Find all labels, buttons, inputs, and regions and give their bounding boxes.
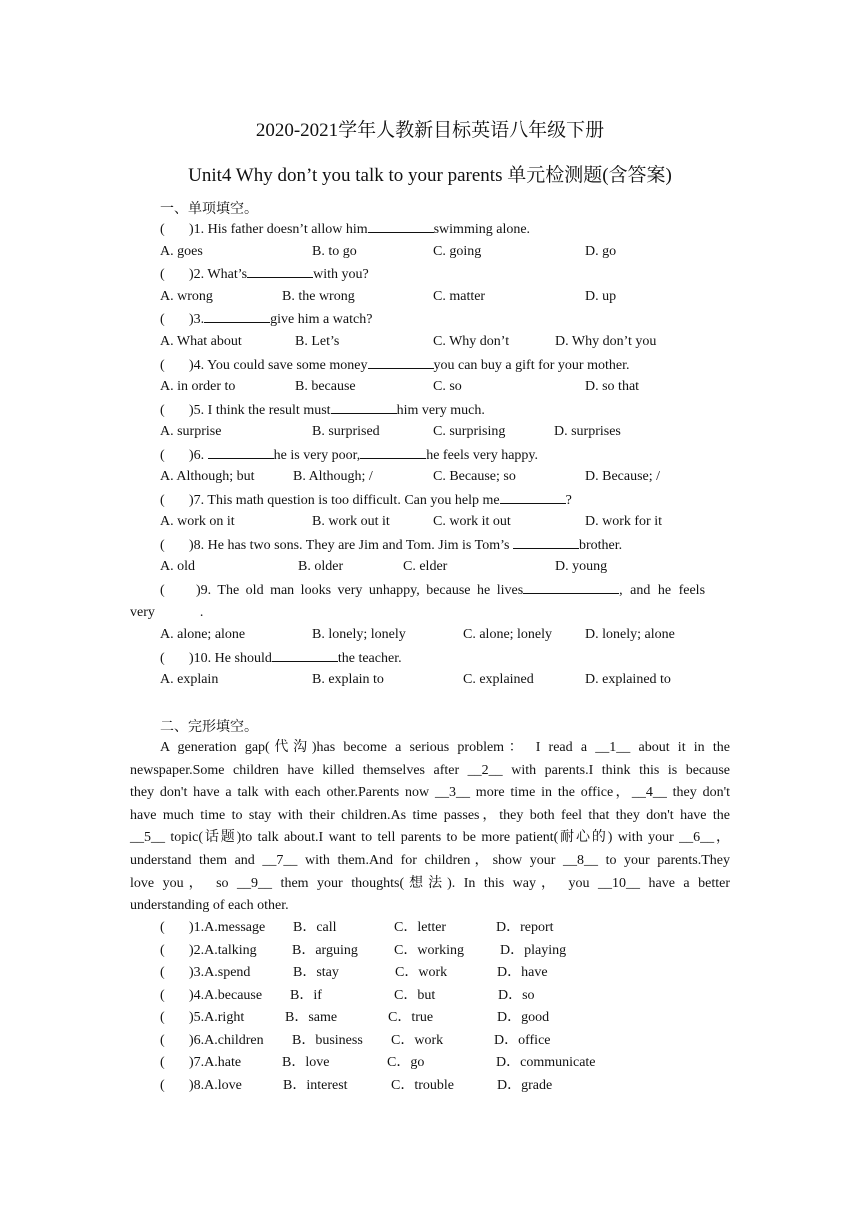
option-b: B．love: [282, 1055, 330, 1070]
answer-bracket: (: [160, 1033, 165, 1048]
answer-bracket: (: [160, 988, 165, 1003]
answer-bracket: (: [160, 1055, 165, 1070]
question-text: 8. He has two sons. They are Jim and Tom. Jim is Tom’s: [193, 538, 513, 553]
option-a: A. alone; alone: [160, 627, 246, 642]
option-a: )8.A.love: [189, 1078, 242, 1093]
option-d: D. so that: [585, 379, 640, 394]
option-b: B. Although; /: [293, 469, 373, 484]
option-c: C．letter: [394, 920, 447, 935]
options-10: [160, 671, 730, 689]
cloze-question-5: [160, 1009, 660, 1027]
answer-bracket: (: [160, 222, 165, 237]
cloze-question-4: [160, 987, 660, 1005]
question-6: ( )6. he is very poor, he feels very happy.: [160, 448, 539, 463]
passage-line: have much time to stay with their children.As time passes，they both feel that they don't have the: [130, 807, 730, 823]
passage-line: newspaper.Some children have killed themselves after __2__ with parents.I think this is because: [130, 762, 730, 778]
option-a: )1.A.message: [189, 920, 266, 935]
question-4: ( )4. You could save some money you can buy a gift for your mother.: [160, 358, 630, 373]
options-1: [160, 243, 730, 261]
option-a: )4.A.because: [189, 988, 263, 1003]
option-a: A. in order to: [160, 379, 236, 394]
answer-bracket: (: [160, 358, 165, 373]
option-a: )2.A.talking: [189, 943, 257, 958]
option-d: D．good: [497, 1010, 550, 1025]
option-b: B. surprised: [312, 424, 380, 439]
option-a: A. explain: [160, 672, 219, 687]
options-5: [160, 423, 730, 441]
option-a: A. old: [160, 559, 195, 574]
passage-line: understanding of each other.: [130, 898, 289, 914]
option-a: A. surprise: [160, 424, 222, 439]
option-c: C．true: [388, 1010, 434, 1025]
option-a: )6.A.children: [189, 1033, 264, 1048]
option-b: B. lonely; lonely: [312, 627, 406, 642]
option-a: A. Although; but: [160, 469, 255, 484]
option-c: C. Because; so: [433, 469, 516, 484]
option-d: D．office: [494, 1033, 551, 1048]
option-a: A. wrong: [160, 289, 213, 304]
option-a: )3.A.spend: [189, 965, 251, 980]
option-d: D. work for it: [585, 514, 662, 529]
answer-blank: [368, 356, 434, 369]
option-b: B．same: [285, 1010, 338, 1025]
option-a: )5.A.right: [189, 1010, 245, 1025]
option-d: D．have: [497, 965, 548, 980]
answer-bracket: (: [160, 493, 165, 508]
answer-bracket: (: [160, 1078, 165, 1093]
option-d: D. Why don’t you: [555, 334, 657, 349]
option-d: D．report: [496, 920, 554, 935]
option-d: D．playing: [500, 943, 567, 958]
option-b: B．interest: [283, 1078, 348, 1093]
question-text: 5. I think the result must: [193, 403, 331, 418]
question-5: ( )5. I think the result must him very much.: [160, 403, 485, 418]
answer-blank: [523, 581, 619, 594]
question-text: 9. The old man looks very unhappy, because he lives: [200, 583, 524, 598]
question-1: ( )1. His father doesn’t allow him swimming alone.: [160, 222, 531, 237]
option-c: C．work: [395, 965, 448, 980]
option-d: D．grade: [497, 1078, 553, 1093]
option-c: C．working: [394, 943, 464, 958]
option-c: C．work: [391, 1033, 444, 1048]
question-10: ( )10. He should the teacher.: [160, 651, 402, 666]
section-heading-cloze: 二、完形填空。: [160, 720, 258, 735]
answer-blank: [360, 446, 426, 459]
option-b: B．call: [293, 920, 337, 935]
option-d: D．communicate: [496, 1055, 596, 1070]
option-a: )7.A.hate: [189, 1055, 242, 1070]
option-c: C. work it out: [433, 514, 511, 529]
option-a: A. work on it: [160, 514, 235, 529]
cloze-question-3: [160, 964, 660, 982]
answer-blank: [368, 220, 434, 233]
answer-bracket: (: [160, 651, 165, 666]
option-b: B. Let’s: [295, 334, 340, 349]
option-c: C. Why don’t: [433, 334, 510, 349]
options-9: [160, 626, 730, 644]
option-b: B. to go: [312, 244, 357, 259]
cloze-question-7: [160, 1054, 660, 1072]
passage-line: they don't have a talk with each other.Parents now __3__ more time in the office，__4__ they don't: [130, 785, 730, 801]
section-heading-single-choice: 一、单项填空。: [160, 202, 258, 217]
option-d: D. surprises: [554, 424, 621, 439]
answer-bracket: (: [160, 538, 165, 553]
answer-bracket: (: [160, 1010, 165, 1025]
option-c: C. elder: [403, 559, 448, 574]
option-b: B. the wrong: [282, 289, 355, 304]
options-2: [160, 288, 730, 306]
options-8: [160, 558, 730, 576]
option-d: D. lonely; alone: [585, 627, 675, 642]
option-a: A. What about: [160, 334, 242, 349]
option-b: B．arguing: [292, 943, 358, 958]
question-text: 2. What’s: [193, 267, 248, 282]
cloze-question-1: [160, 919, 660, 937]
passage-line: love you， so __9__ them your thoughts(想法). In this way， you __10__ have a better: [130, 875, 730, 891]
options-7: [160, 513, 730, 531]
options-3: [160, 333, 730, 351]
options-6: [160, 468, 730, 486]
question-8: ( )8. He has two sons. They are Jim and Tom. Jim is Tom’s brother.: [160, 538, 623, 553]
option-c: C．but: [394, 988, 436, 1003]
option-b: B. because: [295, 379, 356, 394]
option-d: D．so: [498, 988, 535, 1003]
option-d: D. go: [585, 244, 617, 259]
cloze-question-6: [160, 1032, 660, 1050]
option-b: B. work out it: [312, 514, 390, 529]
question-text: 6.: [193, 448, 208, 463]
answer-blank: [331, 401, 397, 414]
answer-blank: [204, 310, 270, 323]
cloze-question-2: [160, 942, 660, 960]
option-b: B．stay: [293, 965, 339, 980]
question-9-continued: very .: [130, 605, 204, 620]
option-c: C. going: [433, 244, 482, 259]
option-b: B．business: [292, 1033, 363, 1048]
passage-line: __5__ topic(话题)to talk about.I want to tell parents to be more patient(耐心的) with your __6__，: [130, 830, 730, 846]
answer-bracket: (: [160, 448, 165, 463]
answer-blank: [247, 265, 313, 278]
document-title: 2020-2021学年人教新目标英语八年级下册: [255, 120, 605, 141]
passage-line: understand them and __7__ with them.And for children，show your __8__ to your parents.They: [130, 852, 730, 868]
option-c: C. alone; lonely: [463, 627, 553, 642]
option-a: A. goes: [160, 244, 203, 259]
option-d: D. Because; /: [585, 469, 661, 484]
answer-blank: [500, 491, 566, 504]
option-d: D. young: [555, 559, 608, 574]
cloze-question-8: [160, 1077, 660, 1095]
question-text: 7. This math question is too difficult. Can you help me: [193, 493, 500, 508]
option-d: D. explained to: [585, 672, 671, 687]
option-c: C. matter: [433, 289, 486, 304]
answer-blank: [155, 604, 200, 616]
question-2: ( )2. What’s with you?: [160, 267, 369, 282]
document-subtitle: Unit4 Why don’t you talk to your parents 单元检测题(含答案): [188, 165, 672, 186]
question-text: 1. His father doesn’t allow him: [193, 222, 368, 237]
passage-line: A generation gap(代沟)has become a serious problem： I read a __1__ about it in the: [160, 740, 730, 755]
answer-bracket: (: [160, 920, 165, 935]
cloze-passage: [130, 737, 730, 918]
option-b: B. older: [298, 559, 344, 574]
option-b: B. explain to: [312, 672, 384, 687]
question-text: 10. He should: [193, 651, 272, 666]
answer-bracket: (: [160, 267, 165, 282]
answer-blank: [513, 536, 579, 549]
question-3: ( )3. give him a watch?: [160, 312, 373, 327]
answer-bracket: (: [160, 965, 165, 980]
answer-bracket: (: [160, 583, 165, 598]
question-text: 4. You could save some money: [193, 358, 368, 373]
answer-blank: [208, 446, 274, 459]
option-c: C．trouble: [391, 1078, 454, 1093]
options-4: [160, 378, 730, 396]
question-9: ( )9. The old man looks very unhappy, because he lives , and he feels: [160, 583, 706, 598]
answer-bracket: (: [160, 403, 165, 418]
answer-bracket: (: [160, 312, 165, 327]
option-d: D. up: [585, 289, 617, 304]
answer-bracket: (: [160, 943, 165, 958]
question-7: ( )7. This math question is too difficult. Can you help me ?: [160, 493, 572, 508]
option-c: C. surprising: [433, 424, 506, 439]
answer-blank: [272, 649, 338, 662]
question-text: 3.: [193, 312, 205, 327]
option-b: B．if: [290, 988, 322, 1003]
option-c: C. so: [433, 379, 462, 394]
option-c: C. explained: [463, 672, 534, 687]
option-c: C．go: [387, 1055, 425, 1070]
